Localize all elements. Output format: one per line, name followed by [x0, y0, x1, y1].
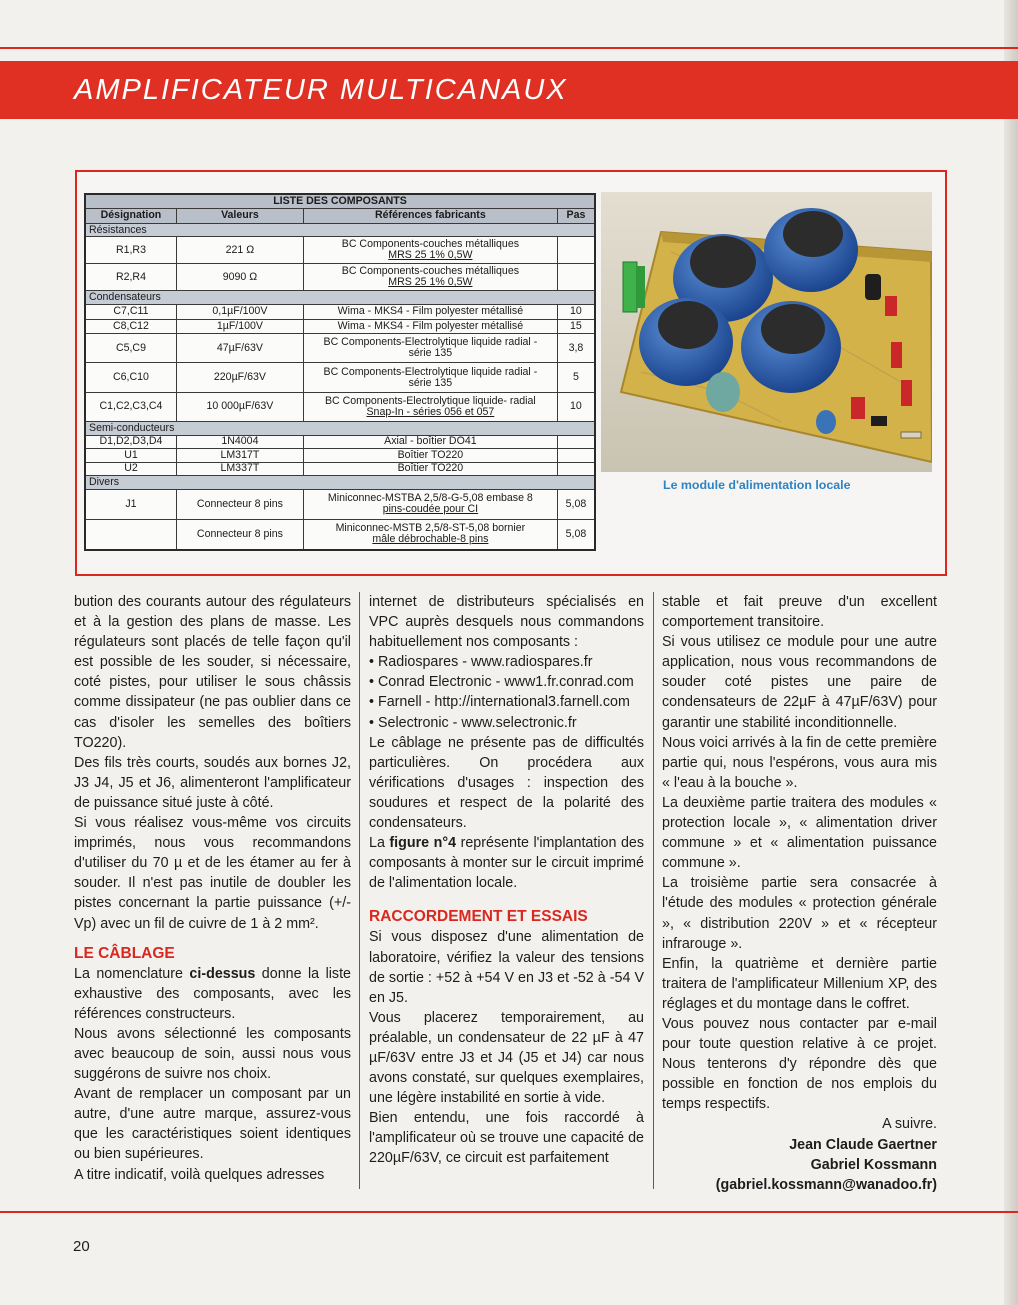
- category-row: Condensateurs: [85, 291, 595, 305]
- cell-reference: BC Components-couches métalliques MRS 25 1% 0,5W: [303, 264, 557, 291]
- table-row: [85, 392, 595, 421]
- column-header: Valeurs: [176, 209, 303, 224]
- paragraph: Vous pouvez nous contacter par e-mail pour toute question relative à ce projet. Nous tenterons d'y répondre dès que possible en fonction de nos emplois du temps respectifs.: [662, 1015, 937, 1113]
- cell-pas: 15: [557, 319, 595, 334]
- paragraph: Avant de remplacer un composant par un autre, d'une autre marque, assurez-vous que les caractéristiques soient identiques ou bien supérieures.: [74, 1086, 351, 1163]
- paragraph: La troisième partie sera consacrée à l'étude des modules « protection générale », « distribution 220V » et « récepteur infrarouge ».: [662, 875, 937, 952]
- section-heading: LE CÂBLAGE: [74, 944, 175, 962]
- cell-valeur: LM337T: [176, 462, 303, 476]
- paragraph: Si vous utilisez ce module pour une autre application, nous vous recommandons de souder coté pistes une paire de condensateurs de 22µF à 47µF/63V) pour garantir une stabilité inconditionnelle.: [662, 634, 937, 731]
- table-row: [85, 462, 595, 476]
- text-column-3: [662, 592, 937, 1195]
- paragraph: Enfin, la quatrième et dernière partie traitera de l'amplificateur Millenium XP, des réglages et du montage dans le coffret.: [662, 955, 937, 1012]
- cell-designation: [85, 519, 176, 550]
- cell-reference: Wima - MKS4 - Film polyester métallisé: [303, 319, 557, 334]
- category-row: Résistances: [85, 223, 595, 237]
- cell-reference: BC Components-Electrolytique liquide radial - série 135: [303, 363, 557, 392]
- cell-reference: BC Components-Electrolytique liquide- radial Snap-In - séries 056 et 057: [303, 392, 557, 421]
- cell-pas: 3,8: [557, 334, 595, 363]
- paragraph: internet de distributeurs spécialisés en VPC auprès desquels nous commandons habituellement nos composants :: [369, 594, 644, 651]
- text-column-2: [369, 592, 644, 1169]
- cell-pas: 10: [557, 392, 595, 421]
- paragraph: La nomenclature ci-dessus donne la liste exhaustive des composants, avec les références constructeurs.: [74, 965, 351, 1022]
- cell-pas: 5,08: [557, 489, 595, 519]
- cell-reference: Boîtier TO220: [303, 462, 557, 476]
- table-row: [85, 363, 595, 392]
- table-row: [85, 334, 595, 363]
- table-title: LISTE DES COMPOSANTS: [85, 194, 595, 209]
- paragraph: Si vous disposez d'une alimentation de laboratoire, vérifiez la valeur des tensions de sortie : +52 à +54 V en J3 et -52 à -54 V en J5.: [369, 929, 644, 1006]
- cell-valeur: 10 000µF/63V: [176, 392, 303, 421]
- cell-reference: Boîtier TO220: [303, 449, 557, 463]
- power-module-illustration: [601, 192, 932, 472]
- table-row: [85, 489, 595, 519]
- page-edge-shadow: [1004, 0, 1018, 1305]
- cell-designation: C6,C10: [85, 363, 176, 392]
- cell-designation: J1: [85, 489, 176, 519]
- cell-designation: U1: [85, 449, 176, 463]
- paragraph: Si vous réalisez vous-même vos circuits imprimés, nous vous recommandons d'utiliser du 70 µ et de les étamer au fer à souder. Il n'est pas inutile de doubler les pistes concernant la partie puissance (+/-Vp) avec un fil de cuivre de 1 à 2 mm².: [74, 815, 351, 932]
- paragraph: La figure n°4 représente l'implantation des composants à monter sur le circuit imprimé de l'alimentation locale.: [369, 835, 644, 892]
- table-row: [85, 237, 595, 264]
- cell-reference: Axial - boîtier DO41: [303, 435, 557, 449]
- cell-designation: U2: [85, 462, 176, 476]
- cell-valeur: 1N4004: [176, 435, 303, 449]
- cell-valeur: 221 Ω: [176, 237, 303, 264]
- paragraph: Des fils très courts, soudés aux bornes J2, J3 J4, J5 et J6, alimenteront l'amplificateur de puissance situé juste à côté.: [74, 754, 351, 811]
- cell-pas: [557, 264, 595, 291]
- cell-valeur: Connecteur 8 pins: [176, 519, 303, 550]
- cell-valeur: 0,1µF/100V: [176, 304, 303, 319]
- power-module-photo: [601, 192, 932, 472]
- column-header: Pas: [557, 209, 595, 224]
- cell-reference: Miniconnec-MSTBA 2,5/8-G-5,08 embase 8 pins-coudée pour CI: [303, 489, 557, 519]
- table-row: [85, 435, 595, 449]
- list-item: • Selectronic - www.selectronic.fr: [369, 714, 577, 731]
- cell-designation: C1,C2,C3,C4: [85, 392, 176, 421]
- cell-reference: BC Components-couches métalliques MRS 25 1% 0,5W: [303, 237, 557, 264]
- paragraph: Vous placerez temporairement, au préalable, un condensateur de 22 µF à 47 µF/63V entre J3 et J4 (J5 et J4) car nous avons constaté, sur quelques exemplaires, une légère instabilité en sortie à vide.: [369, 1009, 644, 1107]
- cell-designation: D1,D2,D3,D4: [85, 435, 176, 449]
- category-row: Semi-conducteurs: [85, 422, 595, 436]
- cell-pas: 10: [557, 304, 595, 319]
- cell-pas: [557, 237, 595, 264]
- page-number: 20: [73, 1238, 90, 1255]
- table-row: [85, 519, 595, 550]
- cell-designation: C8,C12: [85, 319, 176, 334]
- cell-reference: Miniconnec-MSTB 2,5/8-ST-5,08 bornier mâle débrochable-8 pins: [303, 519, 557, 550]
- paragraph: Bien entendu, une fois raccordé à l'amplificateur où se trouve une capacité de 220µF/63V, ce circuit est parfaitement: [369, 1110, 644, 1167]
- list-item: • Farnell - http://international3.farnell.com: [369, 694, 630, 711]
- cell-designation: R1,R3: [85, 237, 176, 264]
- header-title: AMPLIFICATEUR MULTICANAUX: [74, 74, 568, 106]
- cell-valeur: 220µF/63V: [176, 363, 303, 392]
- category-row: Divers: [85, 476, 595, 490]
- table-row: [85, 449, 595, 463]
- cell-valeur: 1µF/100V: [176, 319, 303, 334]
- column-separator: [653, 592, 654, 1189]
- paragraph: stable et fait preuve d'un excellent comportement transitoire.: [662, 594, 937, 631]
- components-table: [84, 193, 596, 551]
- cell-pas: 5,08: [557, 519, 595, 550]
- author-name: Jean Claude Gaertner: [789, 1136, 937, 1153]
- cell-valeur: Connecteur 8 pins: [176, 489, 303, 519]
- cell-designation: C5,C9: [85, 334, 176, 363]
- paragraph: Nous avons sélectionné les composants avec beaucoup de soin, aussi nous vous suggérons de suivre nos choix.: [74, 1025, 351, 1083]
- cell-valeur: 9090 Ω: [176, 264, 303, 291]
- a-suivre-note: A suivre.: [882, 1116, 937, 1133]
- cell-designation: R2,R4: [85, 264, 176, 291]
- cell-pas: [557, 435, 595, 449]
- column-header: Désignation: [85, 209, 176, 224]
- paragraph: Nous voici arrivés à la fin de cette première partie qui, nous l'espérons, vous aura mis « l'eau à la bouche ».: [662, 734, 937, 791]
- list-item: • Radiospares - www.radiospares.fr: [369, 654, 593, 671]
- bottom-rule: [0, 1211, 1018, 1213]
- cell-valeur: LM317T: [176, 449, 303, 463]
- photo-caption: Le module d'alimentation locale: [663, 478, 851, 492]
- cell-designation: C7,C11: [85, 304, 176, 319]
- cell-pas: 5: [557, 363, 595, 392]
- cell-pas: [557, 462, 595, 476]
- cell-valeur: 47µF/63V: [176, 334, 303, 363]
- cell-reference: BC Components-Electrolytique liquide radial - série 135: [303, 334, 557, 363]
- table-row: [85, 264, 595, 291]
- paragraph: La deuxième partie traitera des modules « protection locale », « alimentation driver commune » et « alimentation puissance commune ».: [662, 794, 937, 872]
- table-row: [85, 304, 595, 319]
- column-header: Références fabricants: [303, 209, 557, 224]
- section-heading: RACCORDEMENT ET ESSAIS: [369, 908, 588, 926]
- author-email: (gabriel.kossmann@wanadoo.fr): [715, 1176, 937, 1193]
- paragraph: Le câblage ne présente pas de difficultés particulières. On procédera aux vérifications d'usages : inspection des soudures et respect de la polarité des condensateurs.: [369, 734, 644, 832]
- column-separator: [359, 592, 360, 1189]
- list-item: • Conrad Electronic - www1.fr.conrad.com: [369, 674, 634, 691]
- text-column-1: [74, 592, 351, 1185]
- table-row: [85, 319, 595, 334]
- top-rule: [0, 47, 1018, 49]
- paragraph: bution des courants autour des régulateurs et à la gestion des plans de masse. Les régulateurs sont placés de telle façon qu'il est possible de les souder, si nécessaire, coté pistes, pour utiliser le sous châssis comme dissipateur (ne pas oublier dans ce cas d'isoler les semelles des boîtiers TO220).: [74, 594, 351, 751]
- paragraph: A titre indicatif, voilà quelques adresses: [74, 1166, 325, 1183]
- cell-reference: Wima - MKS4 - Film polyester métallisé: [303, 304, 557, 319]
- cell-pas: [557, 449, 595, 463]
- author-name: Gabriel Kossmann: [810, 1156, 937, 1173]
